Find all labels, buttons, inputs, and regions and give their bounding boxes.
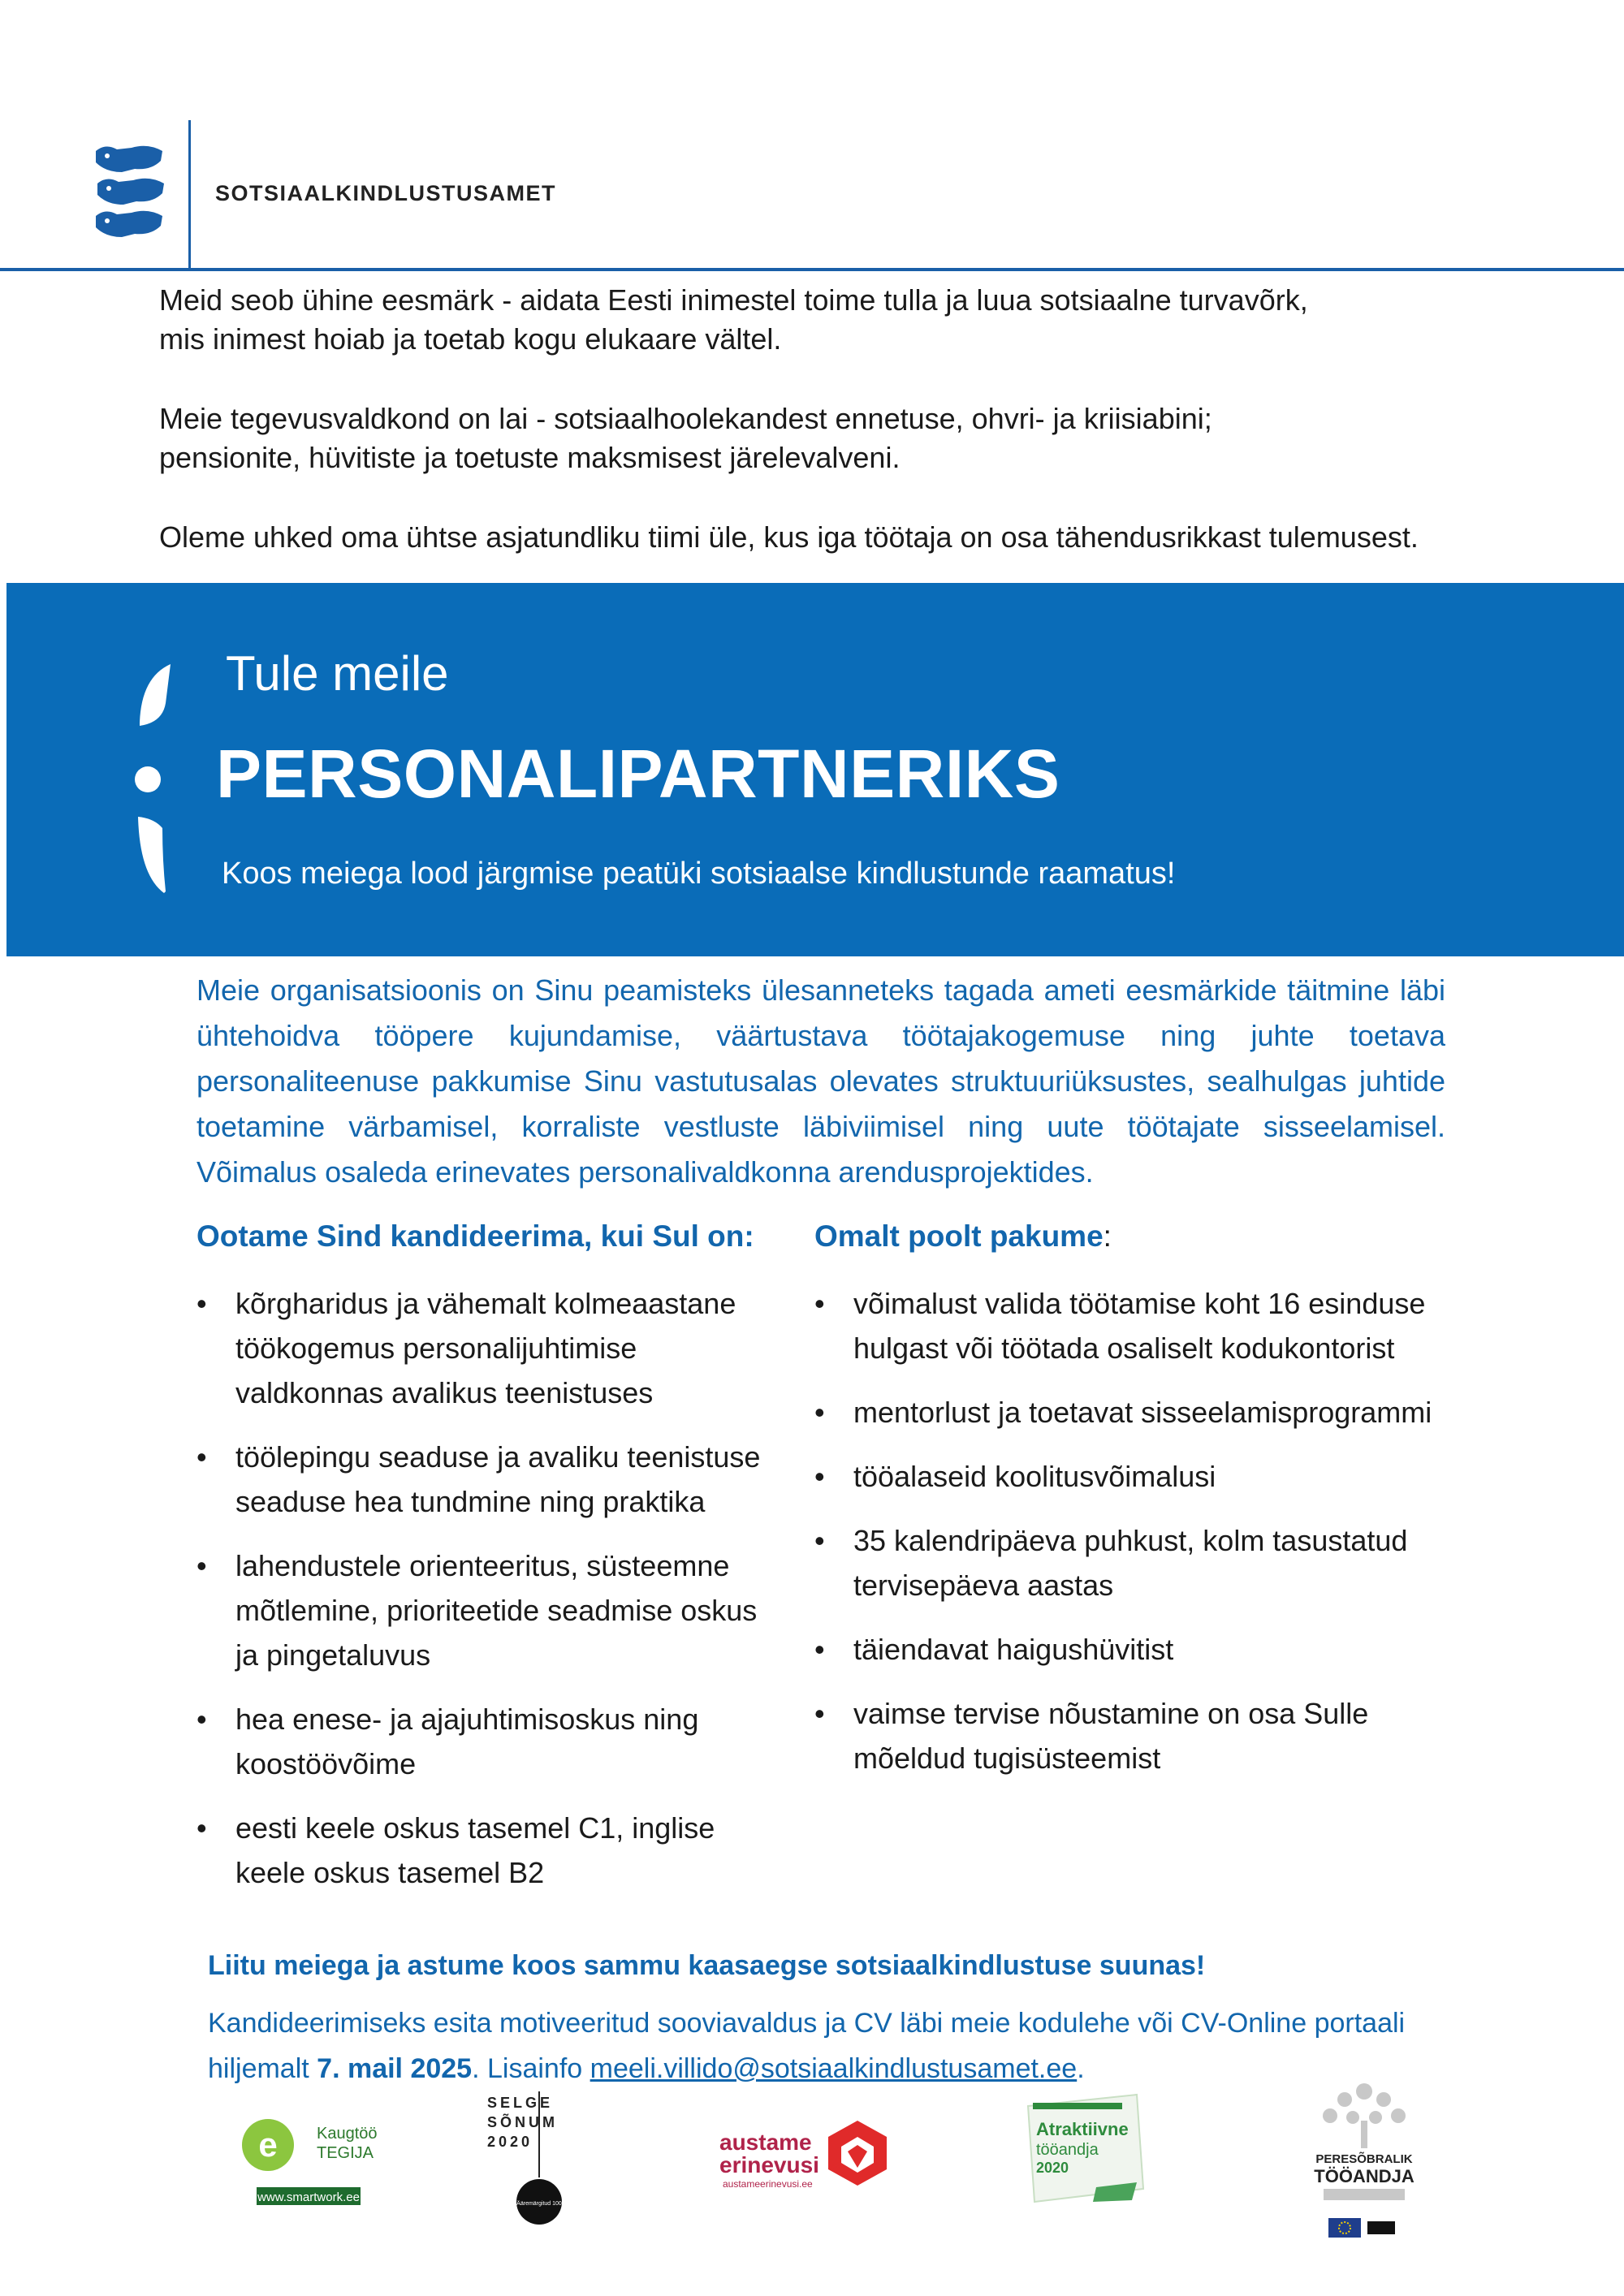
intro-paragraph-2 [159,399,1540,477]
logo-text: Kaugtöö [317,2125,378,2143]
logo-text: SÕNUM [487,2114,558,2130]
offers-section [814,1219,1448,1800]
header-rule [0,268,1624,271]
logo-kaugtoo-tegija [235,2087,382,2249]
cta-headline: Liitu meiega ja astume koos sammu kaasaegse sotsiaalkindlustuse suunas! [208,1950,1206,1981]
contact-email-link[interactable]: meeli.villido@sotsiaalkindlustusamet.ee [590,2053,1078,2084]
offers-heading-text: Omalt poolt pakume [814,1219,1104,1253]
apply-text: Kandideerimiseks esita motiveeritud sooviavaldus ja CV läbi meie kodulehe või CV-Online portaali hiljemalt [208,2008,1406,2084]
requirements-section [197,1219,781,1914]
list-item: • täiendavat haigushüvitist [814,1627,1448,1672]
logo-peresobralik-tooandja [1307,2075,1421,2238]
logo-selge-sonum [479,2087,577,2249]
banner-lead: Tule meile [226,646,449,701]
list-item: • hea enese- ja ajajuhtimisoskus ning koostöövõime [197,1697,781,1786]
intro-paragraph-3: Oleme uhked oma ühtse asjatundliku tiimi üle, kus iga töötaja on osa tähendusrikkast tulemusest. [159,520,1419,554]
svg-text:e: e [258,2126,278,2164]
intro-line: mis inimest hoiab ja toetab kogu elukaare vältel. [159,322,782,356]
offers-heading [814,1219,1448,1254]
logo-text: austame [719,2130,812,2155]
logo-text: tööandja [1036,2141,1099,2159]
logo-text: erinevusi [719,2152,819,2177]
requirements-list [197,1281,781,1895]
intro-line: Meid seob ühine eesmärk - aidata Eesti inimestel toime tulla ja luua sotsiaalne turvavõrk, [159,283,1308,317]
brand-mark-icon [130,658,179,901]
offers-heading-colon: : [1103,1219,1112,1253]
logo-text: Ääremärgitud 100 [516,2201,562,2207]
list-item: • kõrgharidus ja vähemalt kolmeaastane töökogemus personalijuhtimise valdkonnas avalikus teenistuses [197,1281,781,1415]
list-item: • võimalust valida töötamise koht 16 esinduse hulgast või töötada osaliselt kodukontorist [814,1281,1448,1370]
logo-text: SELGE [487,2095,554,2111]
logo-text: www.smartwork.ee [257,2190,360,2204]
list-item: • töölepingu seaduse ja avaliku teenistuse seaduse hea tundmine ning praktika [197,1435,781,1524]
logo-text: 2020 [487,2134,533,2150]
intro-line: Meie tegevusvaldkond on lai - sotsiaalhoolekandest ennetuse, ohvri- ja kriisiabini; [159,402,1212,435]
banner-tagline: Koos meiega lood järgmise peatüki sotsiaalse kindlustunde raamatus! [222,857,1176,891]
logo-text: PERESÕBRALIK [1315,2152,1413,2166]
logo-text: austameerinevusi.ee [723,2178,813,2190]
logo-text: TEGIJA [317,2144,374,2162]
offers-list [814,1281,1448,1780]
logo-text: TÖÖANDJA [1314,2166,1415,2186]
estonian-coat-of-arms-icon [91,143,169,245]
job-description: Meie organisatsioonis on Sinu peamisteks ülesanneteks tagada ameti eesmärkide täitmine läbi ühtehoidva tööpere kujundamise, väärtustava töötajakogemuse ning juhte toetava personaliteenuse pakkumise Sinu vastutusalas olevates struktuuriüksustes, sealhulgas juhtide toetamine värbamisel, korraliste vestluste läbiviimisel ning uute töötajate sisseelamisel. Võimalus osaleda erinevates personalivaldkonna arendusprojektides. [197,973,1445,1189]
intro-paragraph-1 [159,281,1540,359]
logo-atraktiivne-tooandja [1015,2087,1153,2249]
family-tree-icon [1323,2083,1406,2148]
organization-name: SOTSIAALKINDLUSTUSAMET [215,181,556,205]
header-divider [188,120,191,268]
apply-text: . [1077,2053,1085,2084]
eu-flag-icon [1328,2218,1361,2238]
job-title: PERSONALIPARTNERIKS [216,736,1060,812]
partner-mark-icon [1367,2221,1395,2234]
logo-text: Atraktiivne [1036,2119,1129,2139]
requirements-heading: Ootame Sind kandideerima, kui Sul on: [197,1219,754,1253]
list-item: • mentorlust ja toetavat sisseelamisprogrammi [814,1390,1448,1435]
list-item: • eesti keele oskus tasemel C1, inglise keele oskus tasemel B2 [197,1806,781,1895]
logo-austame-erinevusi [715,2087,909,2249]
list-item: • tööalaseid koolitusvõimalusi [814,1454,1448,1499]
intro-line: pensionite, hüvitiste ja toetuste maksmisest järelevalveni. [159,441,901,474]
deadline: 7. mail 2025 [317,2053,473,2084]
list-item: • 35 kalendripäeva puhkust, kolm tasustatud tervisepäeva aastas [814,1518,1448,1608]
logo-text: 2020 [1036,2160,1069,2176]
list-item: • vaimse tervise nõustamine on osa Sulle mõeldud tugisüsteemist [814,1691,1448,1780]
apply-text: . Lisainfo [472,2053,590,2084]
application-info [208,2000,1475,2091]
list-item: • lahendustele orienteeritus, süsteemne mõtlemine, prioriteetide seadmise oskus ja pingetaluvus [197,1543,781,1677]
